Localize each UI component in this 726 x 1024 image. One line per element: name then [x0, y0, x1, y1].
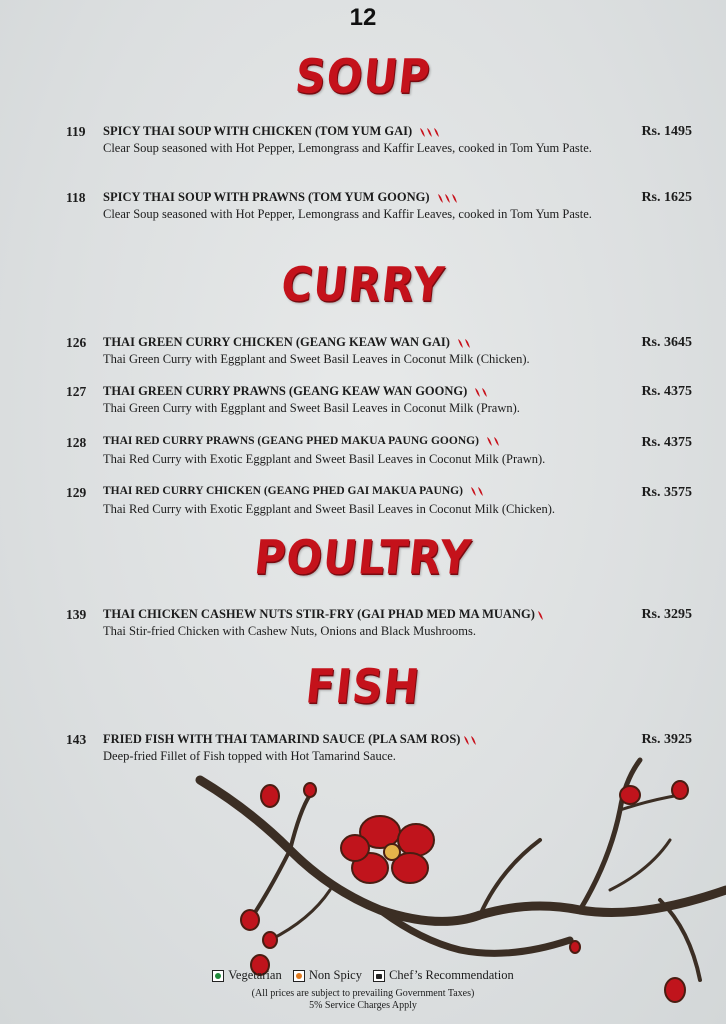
item-description: Thai Green Curry with Eggplant and Sweet Basil Leaves in Coconut Milk (Chicken).: [103, 352, 530, 366]
section-title-fish: FISH: [303, 659, 423, 714]
item-description: Clear Soup seasoned with Hot Pepper, Lemongrass and Kaffir Leaves, cooked in Tom Yum Paste.: [103, 207, 592, 221]
page-number: 12: [349, 4, 377, 31]
chili-icon: [436, 192, 460, 204]
legend: [0, 968, 726, 983]
item-price: Rs. 4375: [641, 384, 692, 399]
chef-hat-icon: [373, 970, 385, 982]
item-name: THAI GREEN CURRY CHICKEN (GEANG KEAW WAN GAI): [103, 335, 474, 350]
item-name: THAI CHICKEN CASHEW NUTS STIR-FRY (GAI PHAD MED MA MUANG): [103, 607, 546, 622]
item-name: THAI GREEN CURRY PRAWNS (GEANG KEAW WAN GOONG): [103, 384, 491, 399]
chili-icon: [473, 386, 491, 398]
item-description: Thai Green Curry with Eggplant and Sweet Basil Leaves in Coconut Milk (Prawn).: [103, 401, 520, 415]
chili-icon: [536, 609, 546, 621]
item-price: Rs. 3925: [641, 732, 692, 747]
item-price: Rs. 3575: [641, 485, 692, 500]
vegetarian-icon: [212, 970, 224, 982]
legend-chefs-recommendation: Chef’s Recommendation: [373, 968, 514, 982]
chili-icon: [485, 435, 503, 447]
chili-icon: [418, 126, 442, 138]
item-number: 118: [66, 190, 86, 205]
item-number: 128: [66, 435, 87, 450]
item-description: Thai Stir-fried Chicken with Cashew Nuts, Onions and Black Mushrooms.: [103, 624, 476, 638]
item-name: SPICY THAI SOUP WITH CHICKEN (TOM YUM GAI): [103, 124, 442, 139]
legend-vegetarian: Vegetarian: [212, 968, 281, 982]
item-number: 126: [66, 335, 87, 350]
item-price: Rs. 3295: [641, 607, 692, 622]
item-number: 129: [66, 485, 87, 500]
tax-note: (All prices are subject to prevailing Government Taxes): [251, 988, 475, 999]
item-name: SPICY THAI SOUP WITH PRAWNS (TOM YUM GOONG): [103, 190, 460, 205]
item-description: Clear Soup seasoned with Hot Pepper, Lemongrass and Kaffir Leaves, cooked in Tom Yum Paste.: [103, 141, 592, 155]
blossom-flower: [341, 816, 434, 883]
legend-non-spicy: Non Spicy: [293, 968, 362, 982]
item-description: Deep-fried Fillet of Fish topped with Hot Tamarind Sauce.: [103, 749, 396, 763]
item-number: 143: [66, 732, 87, 747]
item-number: 139: [66, 607, 87, 622]
item-name: THAI RED CURRY CHICKEN (GEANG PHED GAI MAKUA PAUNG): [103, 485, 487, 497]
item-price: Rs. 1495: [641, 124, 692, 139]
non-spicy-icon: [293, 970, 305, 982]
service-charge-note: 5% Service Charges Apply: [309, 1000, 417, 1011]
item-number: 119: [66, 124, 86, 139]
item-description: Thai Red Curry with Exotic Eggplant and Sweet Basil Leaves in Coconut Milk (Prawn).: [103, 452, 546, 466]
chili-icon: [456, 337, 474, 349]
item-name: THAI RED CURRY PRAWNS (GEANG PHED MAKUA PAUNG GOONG): [103, 435, 503, 447]
item-price: Rs. 4375: [641, 435, 692, 450]
item-number: 127: [66, 384, 87, 399]
section-title-poultry: POULTRY: [251, 530, 475, 585]
chili-icon: [469, 485, 487, 497]
section-title-soup: SOUP: [292, 49, 434, 104]
item-name: FRIED FISH WITH THAI TAMARIND SAUCE (PLA SAM ROS): [103, 732, 480, 747]
section-title-curry: CURRY: [278, 257, 448, 312]
item-description: Thai Red Curry with Exotic Eggplant and Sweet Basil Leaves in Coconut Milk (Chicken).: [103, 502, 555, 516]
item-price: Rs. 1625: [641, 190, 692, 205]
item-price: Rs. 3645: [641, 335, 692, 350]
